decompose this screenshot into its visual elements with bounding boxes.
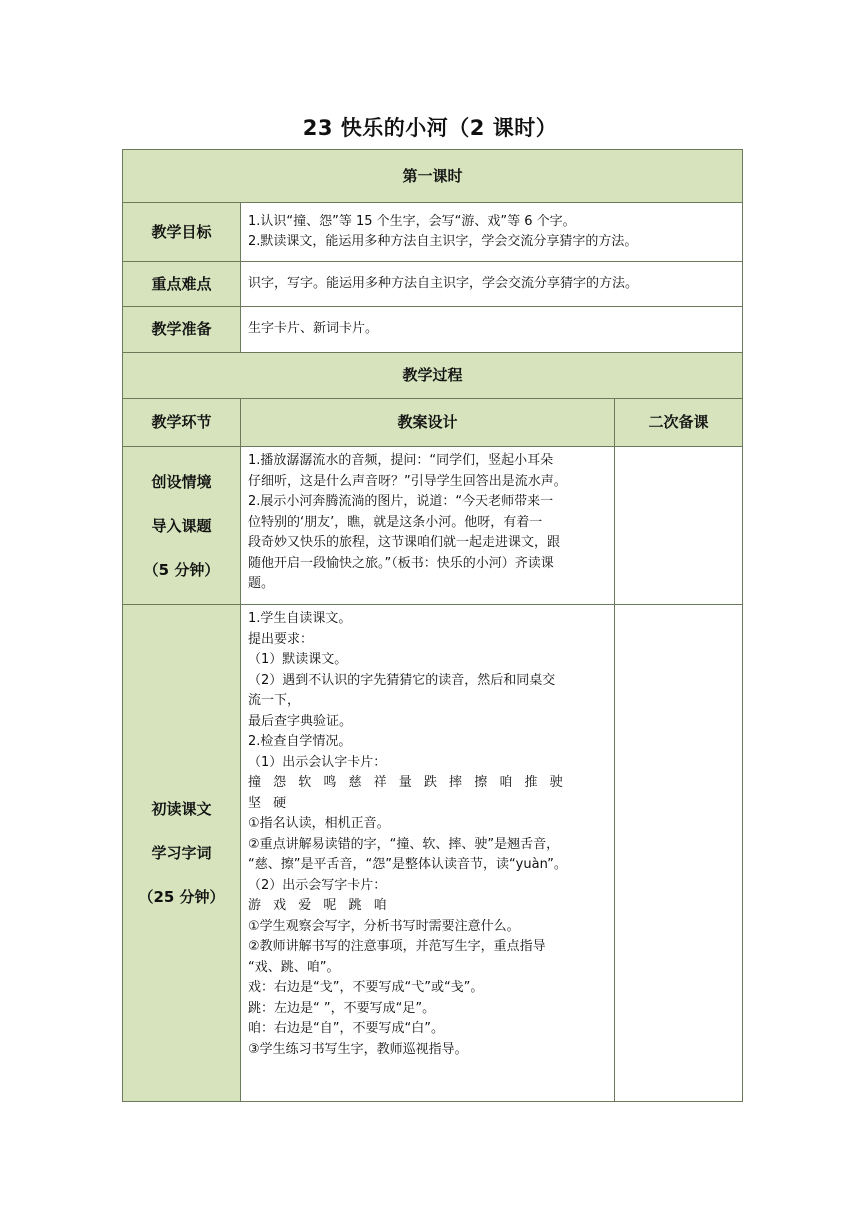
design-line: ①指名认读，相机正音。 [248, 816, 390, 831]
design-line: 1.学生自读课文。 [248, 611, 352, 626]
goals-label: 教学目标 [123, 203, 241, 262]
col-design-header: 教案设计 [241, 399, 615, 447]
design-line: ①学生观察会写字，分析书写时需要注意什么。 [248, 918, 520, 934]
goal-line: 1.认识“撞、怨”等 15 个生字，会写“游、戏”等 6 个字。 [248, 213, 576, 229]
design-line: 随他开启一段愉快之旅。”（板书：快乐的小河）齐读课 [248, 555, 554, 571]
design-line: 1.播放潺潺流水的音频，提问：“同学们，竖起小耳朵 [248, 453, 554, 468]
design-line: 位特别的‘朋友’，瞧，就是这条小河。他呀，有着一 [248, 514, 543, 530]
key-points-label: 重点难点 [123, 262, 241, 307]
recognition-characters: 撞 怨 软 鸣 慈 祥 量 跌 摔 擦 咱 推 驶 [248, 775, 567, 790]
step1-design [241, 447, 615, 605]
process-header: 教学过程 [123, 353, 743, 399]
preparation-text: 生字卡片、新词卡片。 [241, 307, 743, 353]
document-title: 23 快乐的小河（2 课时） [302, 116, 558, 140]
lesson-plan-table [122, 149, 743, 1102]
step2-label-line: 初读课文 [151, 800, 212, 818]
step1-label-line: 创设情境 [151, 472, 212, 491]
goals-cell [241, 203, 743, 262]
design-line: 跳：左边是“ ”，不要写成“足”。 [248, 1000, 436, 1016]
step1-label [123, 447, 241, 605]
recognition-characters: 坚 硬 [248, 795, 291, 811]
design-line: 提出要求： [248, 631, 314, 647]
design-line: 流一下， [248, 693, 301, 708]
design-line: 咱：右边是“自”，不要写成“白”。 [248, 1021, 444, 1036]
design-line: ③学生练习书写生字，教师巡视指导。 [248, 1041, 468, 1057]
design-line: “戏、跳、咱”。 [248, 959, 340, 975]
lesson1-header: 第一课时 [123, 150, 743, 203]
goal-line: 2.默读课文，能运用多种方法自主识字，学会交流分享猜字的方法。 [248, 234, 638, 249]
col-step-header: 教学环节 [123, 399, 241, 447]
col-notes-header: 二次备课 [615, 399, 743, 447]
design-line: 最后查字典验证。 [248, 713, 353, 729]
design-line: （2）出示会写字卡片： [248, 877, 387, 893]
preparation-label: 教学准备 [123, 307, 241, 353]
design-line: （1）默读课文。 [248, 652, 348, 667]
design-line: “慈、擦”是平舌音，“怨”是整体认读音节，读“yuàn”。 [248, 857, 567, 872]
design-line: 戏：右边是“戈”，不要写成“弋”或“戋”。 [248, 980, 484, 995]
key-points-text: 识字，写字。能运用多种方法自主识字，学会交流分享猜字的方法。 [241, 262, 743, 307]
step1-notes [615, 447, 743, 605]
step2-design [241, 605, 615, 1102]
step2-label [123, 605, 241, 1102]
design-line: ②重点讲解易读错的字，“撞、软、摔、驶”是翘舌音， [248, 836, 560, 852]
design-line: 2.检查自学情况。 [248, 734, 352, 749]
step2-notes [615, 605, 743, 1102]
design-line: ②教师讲解书写的注意事项，并范写生字，重点指导 [248, 939, 546, 954]
step2-label-line: （25 分钟） [138, 888, 225, 906]
design-line: 题。 [248, 576, 275, 591]
design-line: （1）出示会认字卡片： [248, 754, 387, 770]
design-line: 仔细听，这是什么声音呀？”引导学生回答出是流水声。 [248, 473, 567, 489]
design-line: 段奇妙又快乐的旅程，这节课咱们就一起走进课文，跟 [248, 535, 561, 550]
design-line: 2.展示小河奔腾流淌的图片，说道：“今天老师带来一 [248, 494, 554, 509]
writing-characters: 游 戏 爱 呢 跳 咱 [248, 898, 391, 913]
design-line: （2）遇到不认识的字先猜猜它的读音，然后和同桌交 [248, 672, 556, 688]
step2-label-line: 学习字词 [151, 844, 212, 862]
step1-label-line: 导入课题 [151, 516, 212, 535]
step1-label-line: （5 分钟） [143, 560, 220, 579]
